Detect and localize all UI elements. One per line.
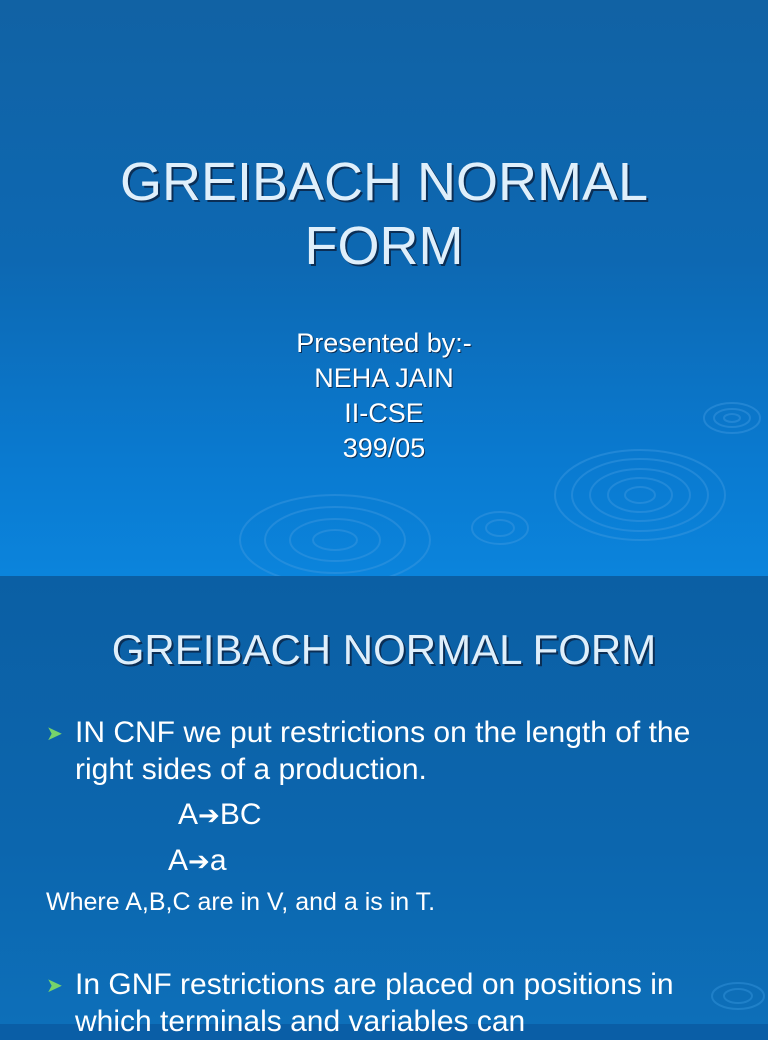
production-rule (168, 842, 227, 880)
slide-title (0, 150, 768, 278)
presenter-name: NEHA JAIN (314, 363, 454, 393)
right-arrow-icon: ➔ (188, 846, 210, 876)
presenter-roll-number: 399/05 (342, 433, 426, 463)
green-arrow-bullet-icon: ➤ (46, 975, 63, 997)
presenter-block (0, 326, 768, 466)
right-arrow-icon: ➔ (198, 800, 220, 830)
bullet-text: IN CNF we put restrictions on the length of the right sides of a production. (75, 716, 691, 786)
green-arrow-bullet-icon: ➤ (46, 723, 63, 745)
note-text: Where A,B,C are in V, and a is in T. (46, 888, 436, 916)
bullet-text: In GNF restrictions are placed on positions in which terminals and variables can (75, 968, 674, 1038)
slide-heading: GREIBACH NORMAL FORM (111, 626, 657, 673)
bullet-item (46, 714, 736, 788)
rule-right: a (209, 844, 227, 877)
presented-by-label: Presented by:- (296, 328, 472, 358)
rule-right: BC (219, 798, 262, 831)
slide-title-line-1: GREIBACH NORMAL (119, 152, 649, 212)
rule-left: A (178, 798, 199, 831)
production-rule (178, 796, 262, 834)
bullet-item (46, 966, 736, 1040)
slide-title-line-2: FORM (304, 216, 464, 276)
presenter-class: II-CSE (344, 398, 424, 428)
rule-left: A (168, 844, 189, 877)
